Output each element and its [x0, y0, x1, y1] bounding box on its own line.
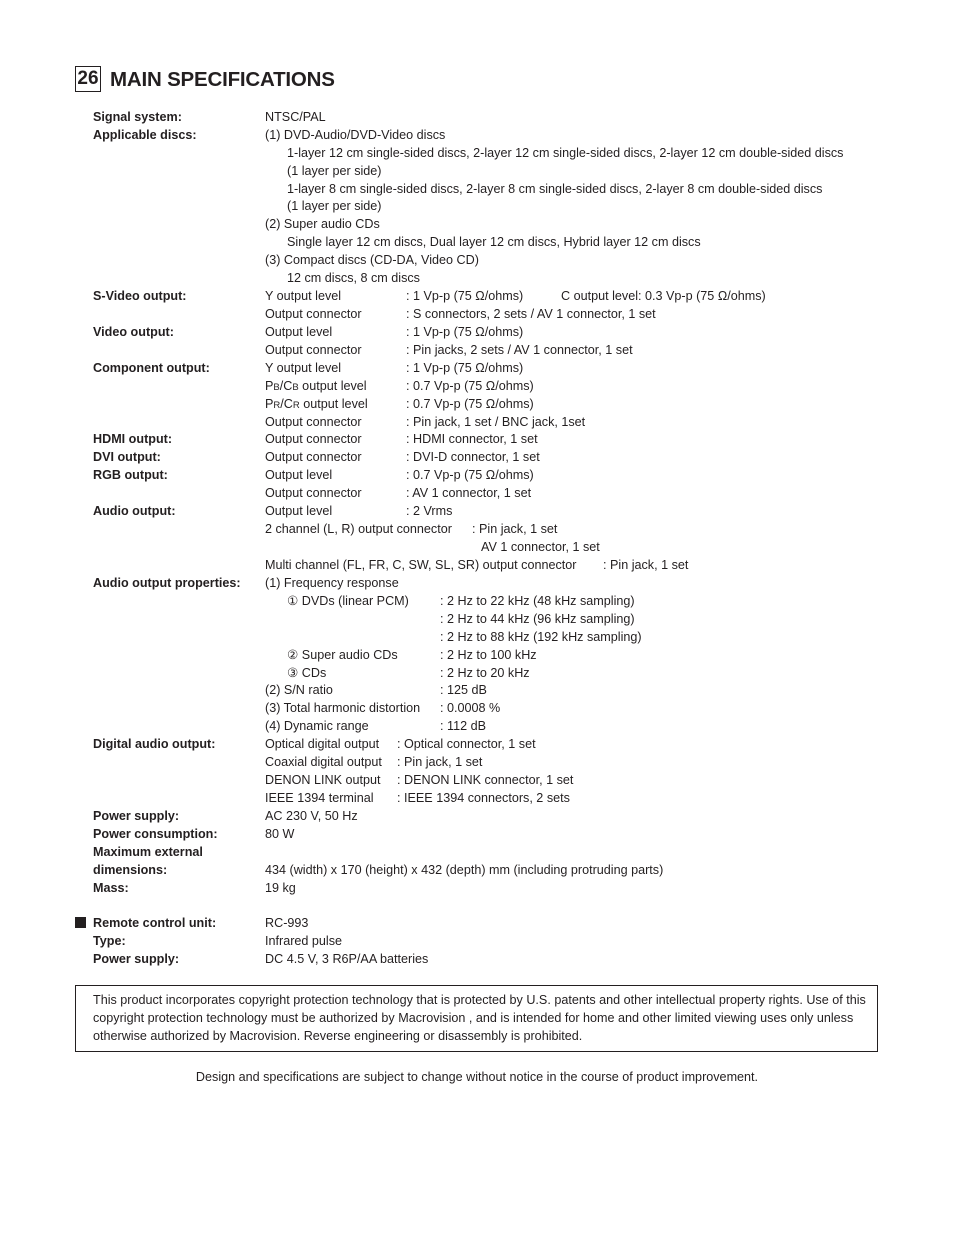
coaxial-value: : Pin jack, 1 set	[397, 755, 483, 769]
freq-sacd-label: ② Super audio CDs	[287, 648, 398, 662]
thd-label: (3) Total harmonic distortion	[265, 701, 421, 715]
label-applicable-discs: Applicable discs:	[93, 128, 197, 142]
dvi-connector-value: : DVI-D connector, 1 set	[406, 450, 540, 464]
dynamic-range-label: (4) Dynamic range	[265, 719, 369, 733]
ieee-label: IEEE 1394 terminal	[265, 791, 374, 805]
audio-2ch-value-2: AV 1 connector, 1 set	[481, 540, 600, 554]
copyright-notice-text: This product incorporates copyright protection technology that is protected by U.S. patents and other intellectual property rights. Use of this copyright protection technology must be authorized by Macrovision , and is intended for home and other limited viewing uses only unless otherwise authorized by Macrovision. Reverse engineering or disassembly is prohibited.	[93, 993, 866, 1043]
rgb-connector-value: : AV 1 connector, 1 set	[406, 486, 532, 500]
pr-rest: output level	[299, 397, 368, 411]
video-connector-value: : Pin jacks, 2 sets / AV 1 connector, 1 set	[406, 343, 633, 357]
ieee-value: : IEEE 1394 connectors, 2 sets	[397, 791, 570, 805]
optical-value: : Optical connector, 1 set	[397, 737, 536, 751]
freq-sacd-value: : 2 Hz to 100 kHz	[440, 648, 537, 662]
hdmi-connector-value: : HDMI connector, 1 set	[406, 432, 538, 446]
label-rgb-output: RGB output:	[93, 468, 168, 482]
denon-link-label: DENON LINK output	[265, 773, 381, 787]
disc-3-line-1: 12 cm discs, 8 cm discs	[287, 271, 420, 285]
cb-sub: B	[292, 382, 299, 393]
component-pb-label	[265, 377, 367, 397]
disc-2-line-1: Single layer 12 cm discs, Dual layer 12 cm discs, Hybrid layer 12 cm discs	[287, 235, 701, 249]
label-signal-system: Signal system:	[93, 110, 182, 124]
rgb-connector-label: Output connector	[265, 486, 362, 500]
square-bullet-icon	[75, 917, 86, 928]
footer-note: Design and specifications are subject to change without notice in the course of product improvement.	[195, 1070, 759, 1084]
value-power-consumption: 80 W	[265, 827, 295, 841]
disc-1-title: (1) DVD-Audio/DVD-Video discs	[265, 128, 446, 142]
dynamic-range-value: : 112 dB	[440, 719, 486, 733]
sn-ratio-value: : 125 dB	[440, 683, 487, 697]
optical-label: Optical digital output	[265, 737, 380, 751]
video-level-value: : 1 Vp-p (75 Ω/ohms)	[406, 325, 524, 339]
svideo-y-value: : 1 Vp-p (75 Ω/ohms)	[406, 289, 524, 303]
label-remote-type: Type:	[93, 934, 126, 948]
pb-sub: B	[273, 382, 280, 393]
rgb-level-label: Output level	[265, 468, 333, 482]
video-connector-label: Output connector	[265, 343, 362, 357]
label-digital-audio-output: Digital audio output:	[93, 737, 216, 751]
disc-2-title: (2) Super audio CDs	[265, 217, 380, 231]
label-mass: Mass:	[93, 881, 129, 895]
pb-p: P	[265, 379, 274, 393]
component-connector-value: : Pin jack, 1 set / BNC jack, 1set	[406, 415, 586, 429]
dvi-connector-label: Output connector	[265, 450, 362, 464]
value-dimensions: 434 (width) x 170 (height) x 432 (depth) mm (including protruding parts)	[265, 863, 664, 877]
audio-level-value: : 2 Vrms	[406, 504, 453, 518]
value-signal-system: NTSC/PAL	[265, 110, 326, 124]
label-power-supply: Power supply:	[93, 809, 180, 823]
component-connector-label: Output connector	[265, 415, 362, 429]
page-title: MAIN SPECIFICATIONS	[110, 68, 335, 91]
svideo-c-value: C output level: 0.3 Vp-p (75 Ω/ohms)	[561, 289, 766, 303]
audio-2ch-value: : Pin jack, 1 set	[472, 522, 558, 536]
label-s-video-output: S-Video output:	[93, 289, 187, 303]
label-audio-output: Audio output:	[93, 504, 176, 518]
disc-1-line-1: 1-layer 12 cm single-sided discs, 2-layer 12 cm single-sided discs, 2-layer 12 cm double-sided discs	[287, 146, 844, 160]
label-video-output: Video output:	[93, 325, 174, 339]
component-y-label: Y output level	[265, 361, 342, 375]
component-pr-value: : 0.7 Vp-p (75 Ω/ohms)	[406, 397, 534, 411]
copyright-notice-box	[75, 985, 878, 1052]
sn-ratio-label: (2) S/N ratio	[265, 683, 333, 697]
value-power-supply: AC 230 V, 50 Hz	[265, 809, 358, 823]
coaxial-label: Coaxial digital output	[265, 755, 382, 769]
svideo-connector-value: : S connectors, 2 sets / AV 1 connector, 1 set	[406, 307, 656, 321]
value-remote-model: RC-993	[265, 916, 309, 930]
component-pb-value: : 0.7 Vp-p (75 Ω/ohms)	[406, 379, 534, 393]
rgb-level-value: : 0.7 Vp-p (75 Ω/ohms)	[406, 468, 534, 482]
disc-3-title: (3) Compact discs (CD-DA, Video CD)	[265, 253, 479, 267]
pb-rest: output level	[298, 379, 367, 393]
freq-response-title: (1) Frequency response	[265, 576, 399, 590]
freq-dvd-label: ① DVDs (linear PCM)	[287, 594, 409, 608]
label-hdmi-output: HDMI output:	[93, 432, 173, 446]
component-y-value: : 1 Vp-p (75 Ω/ohms)	[406, 361, 524, 375]
label-remote-power-supply: Power supply:	[93, 952, 180, 966]
audio-2ch-label: 2 channel (L, R) output connector	[265, 522, 452, 536]
label-power-consumption: Power consumption:	[93, 827, 218, 841]
svideo-connector-label: Output connector	[265, 307, 362, 321]
freq-cd-label: ③ CDs	[287, 666, 327, 680]
video-level-label: Output level	[265, 325, 333, 339]
svideo-y-label: Y output level	[265, 289, 342, 303]
disc-1-line-4: (1 layer per side)	[287, 199, 382, 213]
section-number: 26	[75, 66, 101, 92]
pr-sub: R	[273, 400, 281, 411]
disc-1-line-2: (1 layer per side)	[287, 164, 382, 178]
freq-dvd-value-1: : 2 Hz to 22 kHz (48 kHz sampling)	[440, 594, 635, 608]
pr-p: P	[265, 397, 274, 411]
value-remote-power: DC 4.5 V, 3 R6P/AA batteries	[265, 952, 429, 966]
audio-multi-label: Multi channel (FL, FR, C, SW, SL, SR) output connector	[265, 558, 577, 572]
label-remote-control-unit: Remote control unit:	[93, 916, 217, 930]
label-dvi-output: DVI output:	[93, 450, 161, 464]
label-component-output: Component output:	[93, 361, 210, 375]
value-mass: 19 kg	[265, 881, 296, 895]
component-pr-label	[265, 395, 368, 415]
hdmi-connector-label: Output connector	[265, 432, 362, 446]
disc-1-line-3: 1-layer 8 cm single-sided discs, 2-layer 8 cm single-sided discs, 2-layer 8 cm double-sided discs	[287, 182, 823, 196]
pb-slash: /C	[279, 379, 293, 393]
freq-dvd-value-2: : 2 Hz to 44 kHz (96 kHz sampling)	[440, 612, 635, 626]
audio-multi-value: : Pin jack, 1 set	[603, 558, 689, 572]
value-remote-type: Infrared pulse	[265, 934, 343, 948]
label-dimensions: dimensions:	[93, 863, 168, 877]
audio-level-label: Output level	[265, 504, 333, 518]
freq-cd-value: : 2 Hz to 20 kHz	[440, 666, 530, 680]
denon-link-value: : DENON LINK connector, 1 set	[397, 773, 574, 787]
label-maximum-external: Maximum external	[93, 845, 203, 859]
thd-value: : 0.0008 %	[440, 701, 501, 715]
pr-slash: /C	[280, 397, 293, 411]
label-audio-output-properties: Audio output properties:	[93, 576, 241, 590]
freq-dvd-value-3: : 2 Hz to 88 kHz (192 kHz sampling)	[440, 630, 642, 644]
cr-sub: R	[292, 400, 300, 411]
